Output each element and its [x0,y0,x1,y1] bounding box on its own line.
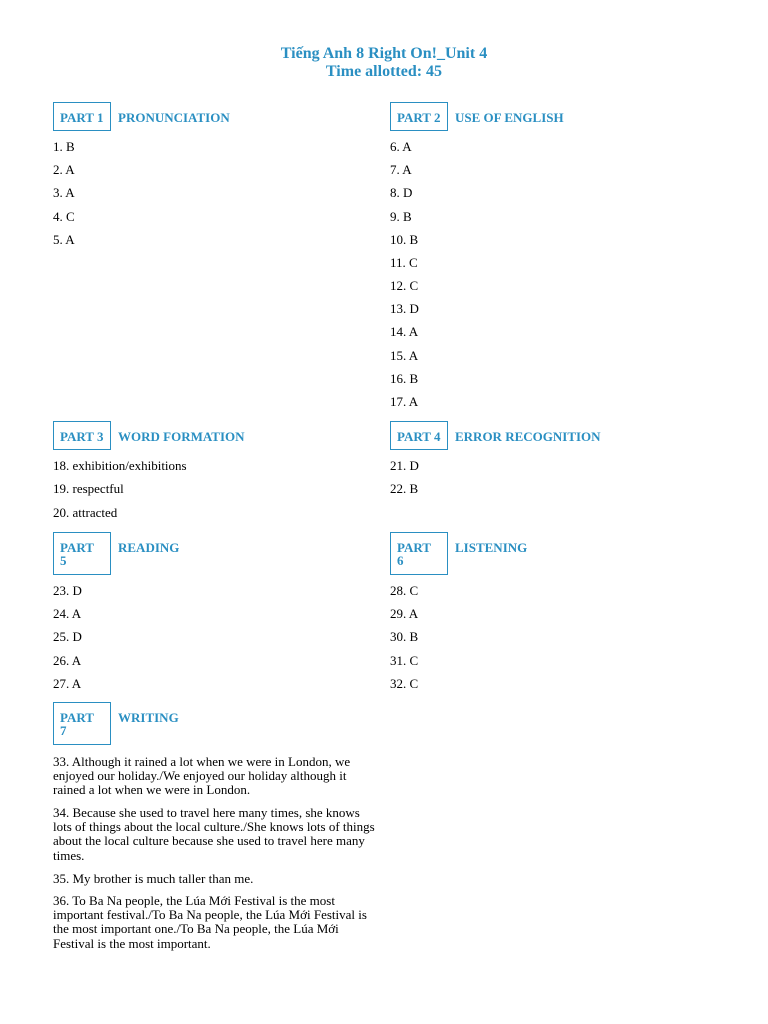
part-5-tag [53,532,111,575]
part-7-label: WRITING [118,710,179,725]
part-4-label: ERROR RECOGNITION [455,429,601,444]
answer-16: 16. B [390,371,419,386]
part-2-label: USE OF ENGLISH [455,110,564,125]
answer-7: 7. A [390,162,412,177]
answer-3: 3. A [53,185,75,200]
answer-29: 29. A [390,606,419,621]
answer-32: 32. C [390,676,419,691]
answer-35: 35. My brother is much taller than me. [53,871,254,886]
part-6-tag [390,532,448,575]
answer-1: 1. B [53,139,75,154]
part-6-tag-word: PART [397,540,431,555]
answer-20: 20. attracted [53,505,118,520]
answer-34: 34. Because she used to travel here many times, she knows lots of things about the local culture./She knows lots of things about the local culture because she used to travel here many times. [53,805,375,863]
part-1-label: PRONUNCIATION [118,110,230,125]
answer-13: 13. D [390,301,419,316]
part-6-label: LISTENING [455,540,528,555]
part-2-tag: PART 2 [390,102,448,131]
document-title [0,45,768,81]
answer-8: 8. D [390,185,413,200]
answer-27: 27. A [53,676,82,691]
part-7-tag-number: 7 [60,723,67,738]
answer-15: 15. A [390,348,419,363]
answer-12: 12. C [390,278,419,293]
answer-21: 21. D [390,458,419,473]
part-4-tag: PART 4 [390,421,448,450]
answer-33: 33. Although it rained a lot when we were in London, we enjoyed our holiday./We enjoyed our holiday although it rained a lot when we were in London. [53,754,351,798]
part-3-label: WORD FORMATION [118,429,245,444]
time-line: Time allotted: 45 [325,63,443,80]
part-6-tag-number: 6 [397,553,404,568]
answer-22: 22. B [390,481,419,496]
answer-6: 6. A [390,139,412,154]
answer-31: 31. C [390,653,419,668]
answer-23: 23. D [53,583,82,598]
answer-28: 28. C [390,583,419,598]
answer-24: 24. A [53,606,82,621]
answer-17: 17. A [390,394,419,409]
answer-30: 30. B [390,629,419,644]
answer-25: 25. D [53,629,82,644]
part-5-label: READING [118,540,180,555]
part-5-tag-number: 5 [60,553,67,568]
part-7-tag-word: PART [60,710,94,725]
title-line: Tiếng Anh 8 Right On!_Unit 4 [280,45,488,62]
answer-10: 10. B [390,232,419,247]
answer-5: 5. A [53,232,75,247]
answer-4: 4. C [53,209,75,224]
answer-14: 14. A [390,324,419,339]
answer-26: 26. A [53,653,82,668]
answer-19: 19. respectful [53,481,124,496]
answer-9: 9. B [390,209,412,224]
answer-18: 18. exhibition/exhibitions [53,458,187,473]
part-1-tag: PART 1 [53,102,111,131]
part-5-tag-word: PART [60,540,94,555]
answer-36: 36. To Ba Na people, the Lúa Mới Festival is the most important festival./To Ba Na people, the Lúa Mới Festival is the most important one./To Ba Na people, the Lúa Mới Festival is the most important. [53,893,367,951]
part-7-tag [53,702,111,745]
answer-11: 11. C [390,255,418,270]
part-3-tag: PART 3 [53,421,111,450]
answer-2: 2. A [53,162,75,177]
